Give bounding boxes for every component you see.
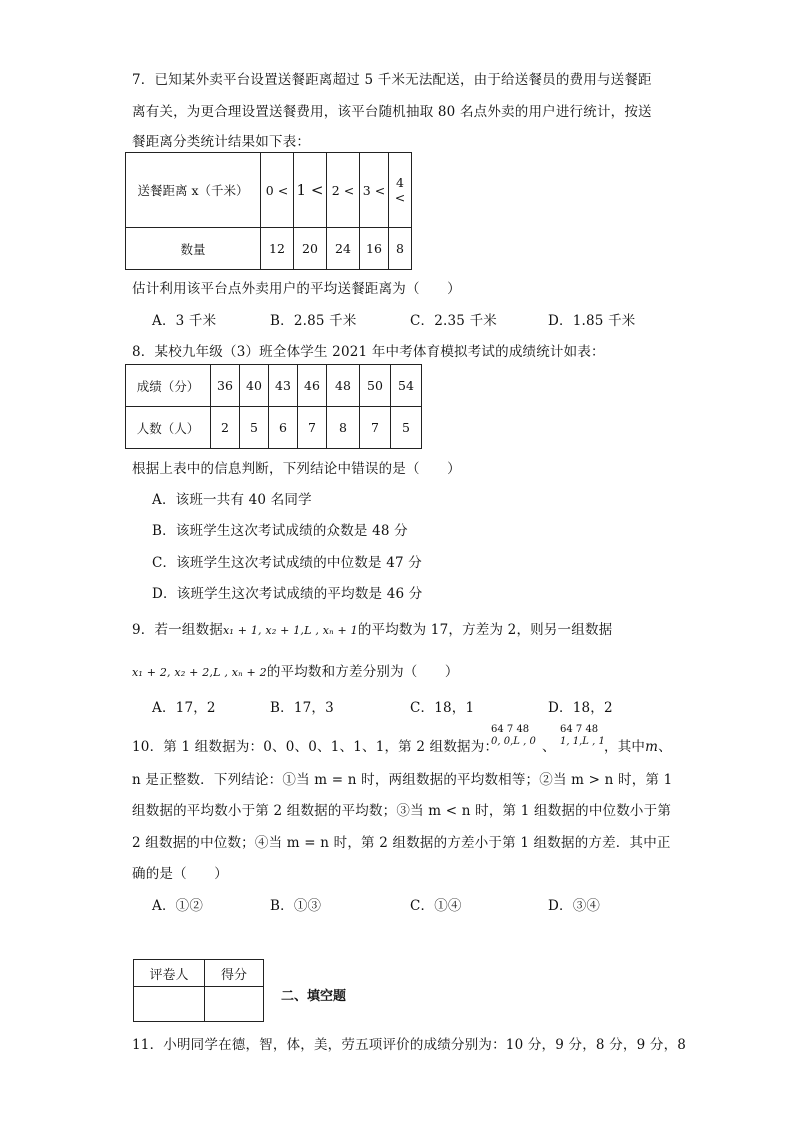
q7-line2: 离有关，为更合理设置送餐费用，该平台随机抽取 80 名点外卖的用户进行统计，按送 <box>132 104 652 120</box>
q7-line1: 7．已知某外卖平台设置送餐距离超过 5 千米无法配送，由于给送餐员的费用与送餐距 <box>132 72 652 88</box>
q8-cell: 40 <box>240 365 269 407</box>
q9-line1-prefix: 9．若一组数据 <box>132 622 223 638</box>
q9-option-c: C．18，1 <box>410 700 475 716</box>
q10-option-c: C．①④ <box>410 898 462 914</box>
q8-row1-label: 成绩（分） <box>126 365 211 407</box>
q10-line1-prefix: 10．第 1 组数据为：0、0、0、1、1、1，第 2 组数据为： <box>132 739 499 755</box>
q7-row2-label: 数量 <box>126 228 261 270</box>
q7-cell: 24 <box>327 228 360 270</box>
q10-m: m <box>645 739 659 755</box>
q7-cell: 12 <box>261 228 294 270</box>
q9-line2 <box>132 660 459 680</box>
q10-option-b: B．①③ <box>270 898 322 914</box>
q9-line2-suffix: 的平均数和方差分别为（ ） <box>266 664 459 680</box>
q8-option-d: D．该班学生这次考试成绩的平均数是 46 分 <box>152 586 423 602</box>
q7-table <box>125 152 412 270</box>
q9-option-d: D．18，2 <box>548 700 613 716</box>
q7-cell: 8 <box>389 228 412 270</box>
q10-line2: n 是正整数．下列结论：①当 m = n 时，两组数据的平均数相等；②当 m > n 时，第 1 <box>132 772 673 788</box>
score-cell <box>205 987 264 1022</box>
q7-line3: 餐距离分类统计结果如下表： <box>132 134 311 150</box>
q7-option-b: B．2.85 千米 <box>270 313 357 329</box>
q8-cell: 36 <box>211 365 240 407</box>
q8-option-a: A．该班一共有 40 名同学 <box>152 492 312 508</box>
q10-brace2-top: 64 7 48 <box>560 724 599 735</box>
q8-cell: 8 <box>327 407 360 449</box>
grader-label: 评卷人 <box>134 960 205 987</box>
q10-option-d: D．③④ <box>548 898 601 914</box>
q7-row1-label: 送餐距离 x（千米） <box>126 153 261 228</box>
q8-cell: 50 <box>360 365 391 407</box>
q8-question: 根据上表中的信息判断，下列结论中错误的是（ ） <box>132 461 461 477</box>
q8-cell: 43 <box>269 365 298 407</box>
q10-line3: 组数据的平均数小于第 2 组数据的平均数；③当 m < n 时，第 1 组数据的中位数小于第 <box>132 803 672 819</box>
score-label: 得分 <box>205 960 264 987</box>
q10-line4: 2 组数据的中位数；④当 m = n 时，第 2 组数据的方差小于第 1 组数据的方差．其中正 <box>132 835 671 851</box>
q7-option-d: D．1.85 千米 <box>548 313 636 329</box>
q7-cell: 2 < <box>327 153 360 228</box>
q8-cell: 46 <box>298 365 327 407</box>
q9-line1-expr: x₁ + 1, x₂ + 1,L , xₙ + 1 <box>223 624 358 637</box>
q10-brace1-top: 64 7 48 <box>491 724 530 735</box>
q7-question: 估计利用该平台点外卖用户的平均送餐距离为（ ） <box>132 281 461 297</box>
q10-brace1 <box>491 724 536 748</box>
q8-cell: 5 <box>391 407 422 449</box>
q11-line1: 11．小明同学在德，智，体，美，劳五项评价的成绩分别为：10 分，9 分，8 分，9 分，8 <box>132 1037 687 1053</box>
q7-cell: 20 <box>294 228 327 270</box>
q9-line2-expr: x₁ + 2, x₂ + 2,L , xₙ + 2 <box>132 666 267 679</box>
q10-option-a: A．①② <box>152 898 204 914</box>
q8-cell: 7 <box>298 407 327 449</box>
q7-cell: 3 < <box>360 153 389 228</box>
q7-cell: 1 < <box>294 153 327 228</box>
q9-line1 <box>132 618 612 638</box>
q8-cell: 6 <box>269 407 298 449</box>
q9-option-a: A．17，2 <box>152 700 216 716</box>
q10-brace2 <box>560 724 605 748</box>
q9-line1-suffix: 的平均数为 17，方差为 2，则另一组数据 <box>357 622 613 638</box>
q8-cell: 5 <box>240 407 269 449</box>
q10-sep: 、 <box>542 739 556 755</box>
q10-brace1-bottom: 0, 0,L , 0 <box>491 736 536 747</box>
grader-cell <box>134 987 205 1022</box>
q10-line1-suffix-wrap <box>604 735 672 755</box>
q8-stem: 8．某校九年级（3）班全体学生 2021 年中考体育模拟考试的成绩统计如表： <box>132 344 605 360</box>
q8-cell: 2 <box>211 407 240 449</box>
q10-comma: 、 <box>658 739 672 755</box>
q8-cell: 54 <box>391 365 422 407</box>
q7-cell: 16 <box>360 228 389 270</box>
q8-cell: 7 <box>360 407 391 449</box>
q8-cell: 48 <box>327 365 360 407</box>
q10-line5: 确的是（ ） <box>132 866 228 882</box>
section-title: 二、填空题 <box>281 989 347 1004</box>
q7-cell: 4 < <box>389 153 412 228</box>
q8-table <box>125 364 422 449</box>
q10-brace2-bottom: 1, 1,L , 1 <box>560 736 605 747</box>
q9-option-b: B．17，3 <box>270 700 334 716</box>
q7-option-c: C．2.35 千米 <box>410 313 497 329</box>
q8-option-c: C．该班学生这次考试成绩的中位数是 47 分 <box>152 555 422 571</box>
grading-box <box>133 959 264 1022</box>
q7-option-a: A．3 千米 <box>152 313 217 329</box>
q8-option-b: B．该班学生这次考试成绩的众数是 48 分 <box>152 523 408 539</box>
q7-cell: 0 < <box>261 153 294 228</box>
q8-row2-label: 人数（人） <box>126 407 211 449</box>
q10-line1-suffix: ，其中 <box>604 739 646 755</box>
